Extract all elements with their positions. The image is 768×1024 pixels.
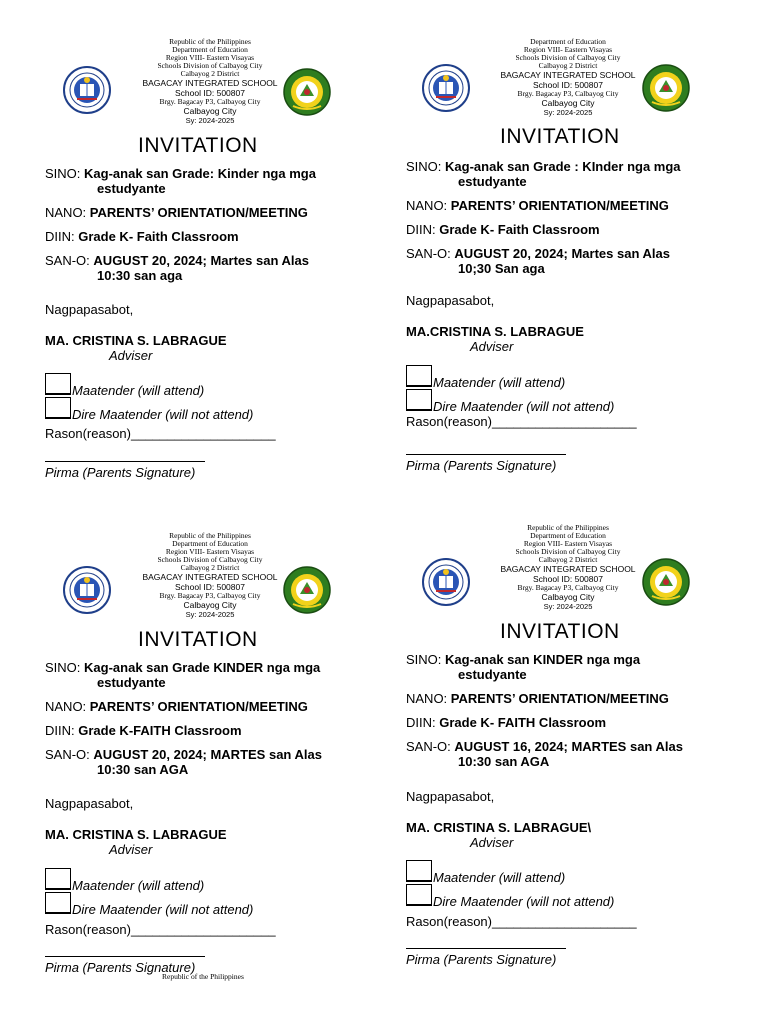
header-line: Republic of the Philippines bbox=[169, 531, 251, 540]
header-line: Department of Education bbox=[172, 539, 248, 548]
nano-label: NANO: bbox=[406, 691, 448, 706]
footer-text: Republic of the Philippines bbox=[162, 972, 244, 981]
sino-field bbox=[406, 159, 716, 189]
header-line: Department of Education bbox=[530, 37, 606, 46]
sano-value: AUGUST 16, 2024; MARTES san Alas bbox=[454, 739, 683, 754]
signature-line[interactable] bbox=[406, 948, 566, 949]
not-attend-checkbox[interactable] bbox=[45, 397, 71, 419]
nagpapasabot-label: Nagpapasabot, bbox=[45, 796, 134, 811]
nagpapasabot-label: Nagpapasabot, bbox=[45, 302, 134, 317]
diin-field bbox=[45, 229, 355, 244]
sano-value-cont: 10:30 san AGA bbox=[97, 762, 189, 777]
header-line: Region VIII- Eastern Visayas bbox=[523, 45, 613, 54]
sano-value: AUGUST 20, 2024; Martes san Alas bbox=[454, 246, 670, 261]
invitation-card bbox=[45, 532, 385, 1002]
not-attend-checkbox[interactable] bbox=[406, 884, 432, 906]
sino-value: Kag-anak san Grade: Kinder nga mga bbox=[84, 166, 316, 181]
city: Calbayog City bbox=[183, 106, 237, 116]
diin-field bbox=[406, 222, 716, 237]
sino-field bbox=[45, 660, 355, 690]
header-line: Region VIII- Eastern Visayas bbox=[523, 539, 613, 548]
school-address: Brgy. Bagacay P3, Calbayog City bbox=[159, 97, 261, 106]
header-line: Calbayog 2 District bbox=[538, 555, 598, 564]
school-year: Sy: 2024-2025 bbox=[185, 610, 235, 619]
sino-value: Kag-anak san Grade : KInder nga mga bbox=[445, 159, 681, 174]
nano-label: NANO: bbox=[45, 699, 87, 714]
school-year: Sy: 2024-2025 bbox=[543, 108, 593, 117]
city: Calbayog City bbox=[541, 592, 595, 602]
diin-label: DIIN: bbox=[45, 723, 75, 738]
attend-checkbox[interactable] bbox=[406, 860, 432, 882]
invitation-title: INVITATION bbox=[138, 628, 258, 651]
sano-label: SAN-O: bbox=[45, 253, 90, 268]
sino-label: SINO: bbox=[45, 166, 81, 181]
header-line: Region VIII- Eastern Visayas bbox=[165, 53, 255, 62]
sino-value-cont: estudyante bbox=[97, 675, 166, 690]
school-id: School ID: 500807 bbox=[175, 582, 245, 592]
sender-role: Adviser bbox=[109, 842, 153, 857]
sino-value-cont: estudyante bbox=[458, 667, 527, 682]
nano-value: PARENTS’ ORIENTATION/MEETING bbox=[450, 198, 669, 213]
sender-name: MA.CRISTINA S. LABRAGUE bbox=[406, 324, 584, 339]
sano-field bbox=[406, 739, 716, 769]
school-name: BAGACAY INTEGRATED SCHOOL bbox=[142, 572, 278, 582]
letterhead bbox=[100, 532, 320, 620]
letterhead bbox=[458, 524, 678, 612]
sano-field bbox=[406, 246, 716, 276]
header-line: Schools Division of Calbayog City bbox=[157, 61, 263, 70]
invitation-card bbox=[45, 38, 385, 508]
sino-value-cont: estudyante bbox=[458, 174, 527, 189]
nano-value: PARENTS’ ORIENTATION/MEETING bbox=[89, 205, 308, 220]
header-line: Department of Education bbox=[172, 45, 248, 54]
school-address: Brgy. Bagacay P3, Calbayog City bbox=[517, 89, 619, 98]
diin-field bbox=[406, 715, 716, 730]
signature-label: Pirma (Parents Signature) bbox=[406, 952, 557, 967]
school-id: School ID: 500807 bbox=[175, 88, 245, 98]
sino-label: SINO: bbox=[406, 159, 442, 174]
nano-field bbox=[406, 691, 716, 706]
city: Calbayog City bbox=[541, 98, 595, 108]
diin-label: DIIN: bbox=[406, 715, 436, 730]
attend-checkbox[interactable] bbox=[45, 373, 71, 395]
invitation-title: INVITATION bbox=[500, 125, 620, 148]
not-attend-checkbox[interactable] bbox=[45, 892, 71, 914]
school-address: Brgy. Bagacay P3, Calbayog City bbox=[159, 591, 261, 600]
not-attend-label: Dire Maatender (will not attend) bbox=[72, 902, 254, 917]
sino-field bbox=[45, 166, 355, 196]
attend-checkbox[interactable] bbox=[45, 868, 71, 890]
sano-field bbox=[45, 253, 355, 283]
sender-role: Adviser bbox=[470, 339, 514, 354]
sino-value: Kag-anak san Grade KINDER nga mga bbox=[84, 660, 321, 675]
not-attend-label: Dire Maatender (will not attend) bbox=[72, 407, 254, 422]
sano-label: SAN-O: bbox=[406, 246, 451, 261]
school-name: BAGACAY INTEGRATED SCHOOL bbox=[500, 70, 636, 80]
sano-value-cont: 10;30 San aga bbox=[458, 261, 545, 276]
diin-value: Grade K- FAITH Classroom bbox=[439, 715, 607, 730]
attend-label: Maatender (will attend) bbox=[72, 878, 205, 893]
diin-field bbox=[45, 723, 355, 738]
nano-field bbox=[45, 699, 355, 714]
not-attend-label: Dire Maatender (will not attend) bbox=[433, 399, 615, 414]
sender-role: Adviser bbox=[109, 348, 153, 363]
school-year: Sy: 2024-2025 bbox=[543, 602, 593, 611]
sino-value: Kag-anak san KINDER nga mga bbox=[445, 652, 641, 667]
reason-field[interactable]: Rason(reason)____________________ bbox=[406, 914, 637, 929]
not-attend-checkbox[interactable] bbox=[406, 389, 432, 411]
sano-label: SAN-O: bbox=[45, 747, 90, 762]
not-attend-label: Dire Maatender (will not attend) bbox=[433, 894, 615, 909]
sano-value: AUGUST 20, 2024; Martes san Alas bbox=[93, 253, 309, 268]
nano-field bbox=[45, 205, 355, 220]
diin-value: Grade K-FAITH Classroom bbox=[78, 723, 242, 738]
school-name: BAGACAY INTEGRATED SCHOOL bbox=[142, 78, 278, 88]
header-line: Schools Division of Calbayog City bbox=[157, 555, 263, 564]
attend-label: Maatender (will attend) bbox=[433, 870, 566, 885]
attend-checkbox[interactable] bbox=[406, 365, 432, 387]
diin-value: Grade K- Faith Classroom bbox=[78, 229, 239, 244]
sender-name: MA. CRISTINA S. LABRAGUE bbox=[45, 333, 227, 348]
reason-field[interactable]: Rason(reason)____________________ bbox=[45, 426, 276, 441]
reason-field[interactable]: Rason(reason)____________________ bbox=[45, 922, 276, 937]
sino-label: SINO: bbox=[406, 652, 442, 667]
header-line: Schools Division of Calbayog City bbox=[515, 547, 621, 556]
signature-label: Pirma (Parents Signature) bbox=[45, 465, 196, 480]
sano-value-cont: 10:30 san AGA bbox=[458, 754, 550, 769]
nano-value: PARENTS’ ORIENTATION/MEETING bbox=[450, 691, 669, 706]
school-id: School ID: 500807 bbox=[533, 80, 603, 90]
header-line: Region VIII- Eastern Visayas bbox=[165, 547, 255, 556]
attend-label: Maatender (will attend) bbox=[433, 375, 566, 390]
nano-label: NANO: bbox=[406, 198, 448, 213]
nano-label: NANO: bbox=[45, 205, 87, 220]
attend-label: Maatender (will attend) bbox=[72, 383, 205, 398]
signature-label: Pirma (Parents Signature) bbox=[45, 960, 196, 975]
invitation-title: INVITATION bbox=[138, 134, 258, 157]
reason-field[interactable]: Rason(reason)____________________ bbox=[406, 414, 637, 429]
header-line: Department of Education bbox=[530, 531, 606, 540]
header-line: Republic of the Philippines bbox=[169, 37, 251, 46]
sino-value-cont: estudyante bbox=[97, 181, 166, 196]
signature-line[interactable] bbox=[406, 454, 566, 455]
signature-line[interactable] bbox=[45, 461, 205, 462]
letterhead bbox=[100, 38, 320, 126]
header-line: Calbayog 2 District bbox=[538, 61, 598, 70]
nano-value: PARENTS’ ORIENTATION/MEETING bbox=[89, 699, 308, 714]
invitation-card bbox=[406, 524, 746, 994]
city: Calbayog City bbox=[183, 600, 237, 610]
diin-label: DIIN: bbox=[406, 222, 436, 237]
diin-label: DIIN: bbox=[45, 229, 75, 244]
signature-label: Pirma (Parents Signature) bbox=[406, 458, 557, 473]
school-year: Sy: 2024-2025 bbox=[185, 116, 235, 125]
school-name: BAGACAY INTEGRATED SCHOOL bbox=[500, 564, 636, 574]
sender-role: Adviser bbox=[470, 835, 514, 850]
sino-field bbox=[406, 652, 716, 682]
header-line: Schools Division of Calbayog City bbox=[515, 53, 621, 62]
sano-value-cont: 10:30 san aga bbox=[97, 268, 183, 283]
invitation-card bbox=[406, 38, 746, 508]
letterhead bbox=[458, 38, 678, 118]
school-id: School ID: 500807 bbox=[533, 574, 603, 584]
sano-field bbox=[45, 747, 355, 777]
header-line: Calbayog 2 District bbox=[180, 69, 240, 78]
sender-name: MA. CRISTINA S. LABRAGUE\ bbox=[406, 820, 592, 835]
sano-value: AUGUST 20, 2024; MARTES san Alas bbox=[93, 747, 322, 762]
school-address: Brgy. Bagacay P3, Calbayog City bbox=[517, 583, 619, 592]
sino-label: SINO: bbox=[45, 660, 81, 675]
nagpapasabot-label: Nagpapasabot, bbox=[406, 789, 495, 804]
diin-value: Grade K- Faith Classroom bbox=[439, 222, 600, 237]
header-line: Republic of the Philippines bbox=[527, 523, 609, 532]
header-line: Calbayog 2 District bbox=[180, 563, 240, 572]
sender-name: MA. CRISTINA S. LABRAGUE bbox=[45, 827, 227, 842]
sano-label: SAN-O: bbox=[406, 739, 451, 754]
nagpapasabot-label: Nagpapasabot, bbox=[406, 293, 495, 308]
signature-line[interactable] bbox=[45, 956, 205, 957]
nano-field bbox=[406, 198, 716, 213]
invitation-title: INVITATION bbox=[500, 620, 620, 643]
